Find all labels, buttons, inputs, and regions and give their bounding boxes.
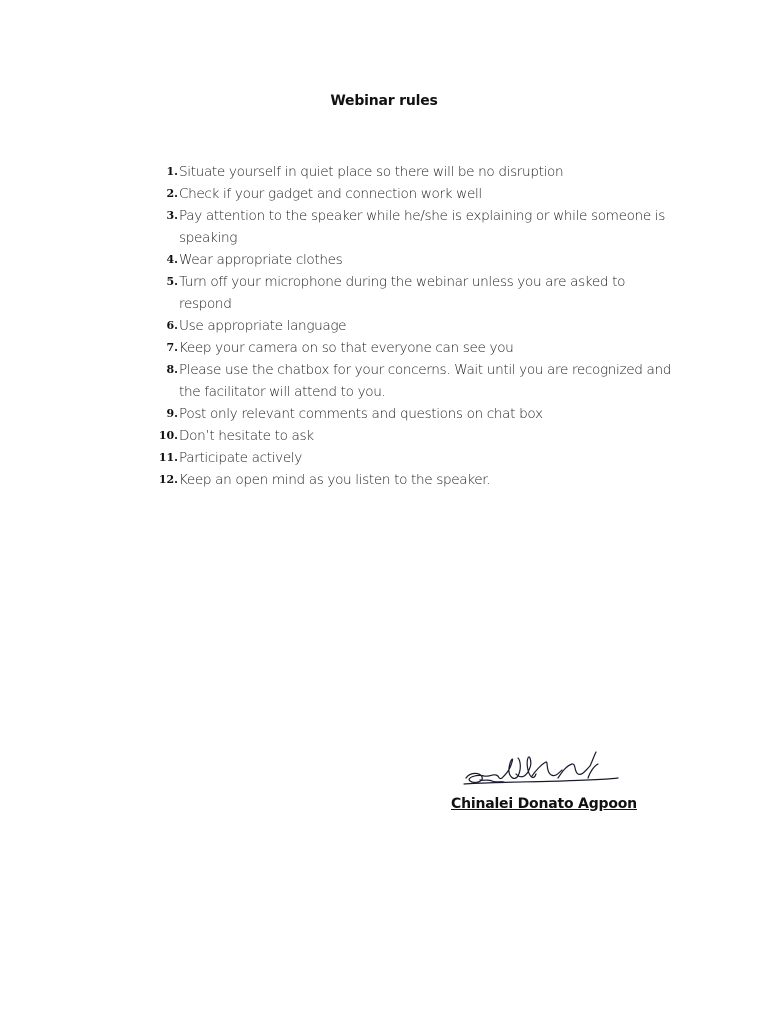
rule-number: 3. xyxy=(166,209,178,222)
rule-item xyxy=(152,425,672,447)
rule-text: Check if your gadget and connection work well xyxy=(179,186,482,202)
rule-text: Post only relevant comments and questions on chat box xyxy=(179,406,543,422)
rule-text: Keep your camera on so that everyone can see you xyxy=(179,340,514,356)
rule-text: Situate yourself in quiet place so there will be no disruption xyxy=(179,164,564,180)
rule-number: 7. xyxy=(166,341,178,354)
rule-item xyxy=(152,205,672,249)
rule-item xyxy=(152,447,672,469)
rule-text: Wear appropriate clothes xyxy=(179,252,343,268)
rule-item xyxy=(152,315,672,337)
rule-text: Turn off your microphone during the webinar unless you are asked to respond xyxy=(179,274,626,312)
rule-item xyxy=(152,183,672,205)
rule-number: 6. xyxy=(166,319,178,332)
rule-text: Don’t hesitate to ask xyxy=(179,428,314,444)
rule-number: 12. xyxy=(158,473,178,486)
rule-item xyxy=(152,161,672,183)
rule-number: 2. xyxy=(166,187,178,200)
rule-number: 11. xyxy=(158,451,178,464)
rule-number: 10. xyxy=(158,429,178,442)
rule-item xyxy=(152,271,672,315)
rule-text: Pay attention to the speaker while he/she is explaining or while someone is speaking xyxy=(179,208,665,246)
rule-number: 9. xyxy=(166,407,178,420)
rule-item xyxy=(152,337,672,359)
rule-text: Participate actively xyxy=(179,450,302,466)
rule-number: 5. xyxy=(166,275,178,288)
rules-list xyxy=(152,161,672,491)
signer-name: Chinalei Donato Agpoon xyxy=(451,796,637,812)
rule-item xyxy=(152,249,672,271)
rule-item xyxy=(152,403,672,425)
handwritten-signature xyxy=(462,748,622,796)
rule-text: Use appropriate language xyxy=(179,318,347,334)
rule-text: Please use the chatbox for your concerns. Wait until you are recognized and the facilitator will attend to you. xyxy=(179,362,672,400)
rule-number: 8. xyxy=(166,363,178,376)
rule-item xyxy=(152,359,672,403)
rule-text: Keep an open mind as you listen to the speaker. xyxy=(179,472,491,488)
document-title: Webinar rules xyxy=(330,93,438,109)
rule-item xyxy=(152,469,672,491)
rule-number: 1. xyxy=(166,165,178,178)
rule-number: 4. xyxy=(166,253,178,266)
